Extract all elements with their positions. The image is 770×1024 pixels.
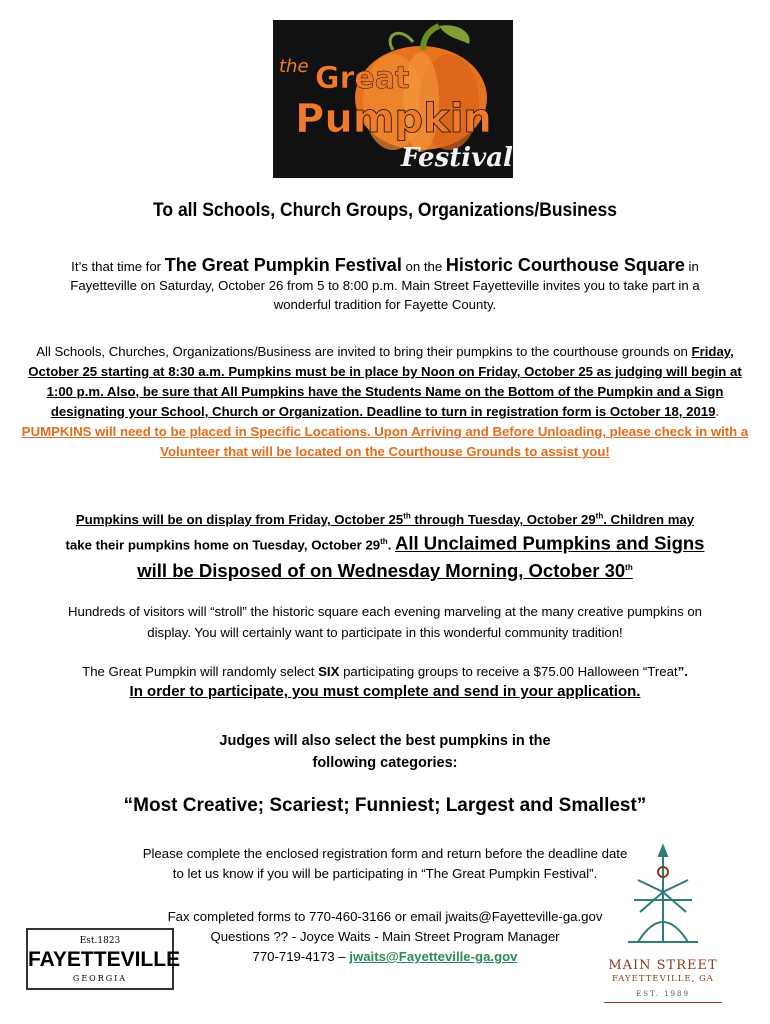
compass-icon <box>598 842 728 954</box>
participate-notice: In order to participate, you must complete and send in your application. <box>129 683 641 700</box>
main-street-logo <box>598 842 728 1012</box>
treat-text-b: participating groups to receive a $75.00 Halloween “Treat <box>339 664 678 679</box>
display-line-2b: . <box>387 537 396 553</box>
main-street-city: FAYETTEVILLE, GA <box>612 974 714 984</box>
unclaimed-notice: All Unclaimed Pumpkins and Signs <box>395 532 705 554</box>
judges-paragraph <box>20 730 750 774</box>
intro-line-3: wonderful tradition for Fayette County. <box>273 297 497 312</box>
visitors-line-1: Hundreds of visitors will “stroll” the historic square each evening marveling at the many creative pumpkins on <box>67 604 703 619</box>
complete-line-1: Please complete the enclosed registration form and return before the deadline date <box>142 846 628 861</box>
treat-paragraph <box>20 662 750 702</box>
invite-instructions: Friday, October 25 starting at 8:30 a.m. Pumpkins must be in place by Noon on Friday, October 25 as judging will begin at 1:00 p.m. Also, be sure that All Pumpkins have the Students Name on the Bottom of the Pumpkin and a Sign designating your School, Church or Organization. Deadline to turn in registration form is October 18, 2019 <box>28 344 742 419</box>
email-link[interactable]: jwaits@Fayetteville-ga.gov <box>349 949 518 964</box>
logo-pumpkin: Pumpkin <box>295 96 492 142</box>
treat-text-c: ”. <box>677 664 688 679</box>
display-line-1b: through Tuesday, October 29 <box>410 512 596 528</box>
treat-text-a: The Great Pumpkin will randomly select <box>82 664 319 679</box>
visitors-line-2: display. You will certainly want to participate in this wonderful community tradition! <box>147 625 623 640</box>
invite-orange-notice: PUMPKINS will need to be placed in Specific Locations. Upon Arriving and Before Unloading, please check in with a Volunteer that will be located on the Courthouse Grounds to assist you! <box>21 424 749 459</box>
judges-line-1: Judges will also select the best pumpkins in the <box>219 733 551 749</box>
display-sup-1: th <box>403 512 411 521</box>
logo-great: Great <box>315 61 410 96</box>
complete-line-2: to let us know if you will be participating in “The Great Pumpkin Festival”. <box>172 866 598 881</box>
main-street-est: EST. 1989 <box>636 990 690 998</box>
fayetteville-est: Est.1823 <box>79 936 121 946</box>
page-title: To all Schools, Church Groups, Organizations/Business <box>153 200 617 221</box>
disposal-notice: will be Disposed of on Wednesday Morning, October 30 <box>137 559 626 581</box>
invite-plain: All Schools, Churches, Organizations/Business are invited to bring their pumpkins to the courthouse grounds on <box>36 344 688 359</box>
intro-text-c: on the <box>401 259 446 274</box>
intro-text-e: in <box>684 259 699 274</box>
treat-six: SIX <box>318 664 340 679</box>
display-line-1c: . Children may <box>603 512 695 528</box>
intro-paragraph <box>20 256 750 314</box>
judges-line-2: following categories: <box>312 755 458 771</box>
logo-the: the <box>279 56 309 77</box>
display-sup-3: th <box>380 537 388 547</box>
display-sup-2: th <box>595 512 604 521</box>
festival-logo <box>273 20 513 178</box>
display-line-1a: Pumpkins will be on display from Friday, October 25 <box>75 512 404 528</box>
phone-number: 770-719-4173 – <box>252 949 350 964</box>
display-line-2a: take their pumpkins home on Tuesday, October 29 <box>65 537 381 553</box>
questions-line: Questions ?? - Joyce Waits - Main Street Program Manager <box>210 929 560 944</box>
display-sup-4: th <box>625 562 633 572</box>
courthouse-square: Historic Courthouse Square <box>445 255 685 275</box>
fayetteville-name: FAYETTEVILLE <box>28 948 181 971</box>
pumpkin-logo-graphic <box>273 20 513 178</box>
display-paragraph <box>20 506 750 584</box>
visitors-paragraph <box>20 601 750 643</box>
invite-paragraph <box>20 342 750 462</box>
fax-line: Fax completed forms to 770-460-3166 or email jwaits@Fayetteville-ga.gov <box>167 909 603 924</box>
intro-line-2: Fayetteville on Saturday, October 26 from 5 to 8:00 p.m. Main Street Fayetteville invites you to take part in a <box>70 278 700 293</box>
intro-text-a: It’s that time for <box>71 259 165 274</box>
fayetteville-logo <box>26 928 181 990</box>
invite-period: . <box>715 404 720 419</box>
categories-heading: “Most Creative; Scariest; Funniest; Largest and Smallest” <box>123 795 647 816</box>
festival-name: The Great Pumpkin Festival <box>164 255 402 275</box>
main-street-divider <box>604 1002 722 1003</box>
fayetteville-sub: GEORGIA <box>72 974 128 983</box>
main-street-name: MAIN STREET <box>608 958 718 973</box>
logo-festival: Festival <box>401 143 513 173</box>
